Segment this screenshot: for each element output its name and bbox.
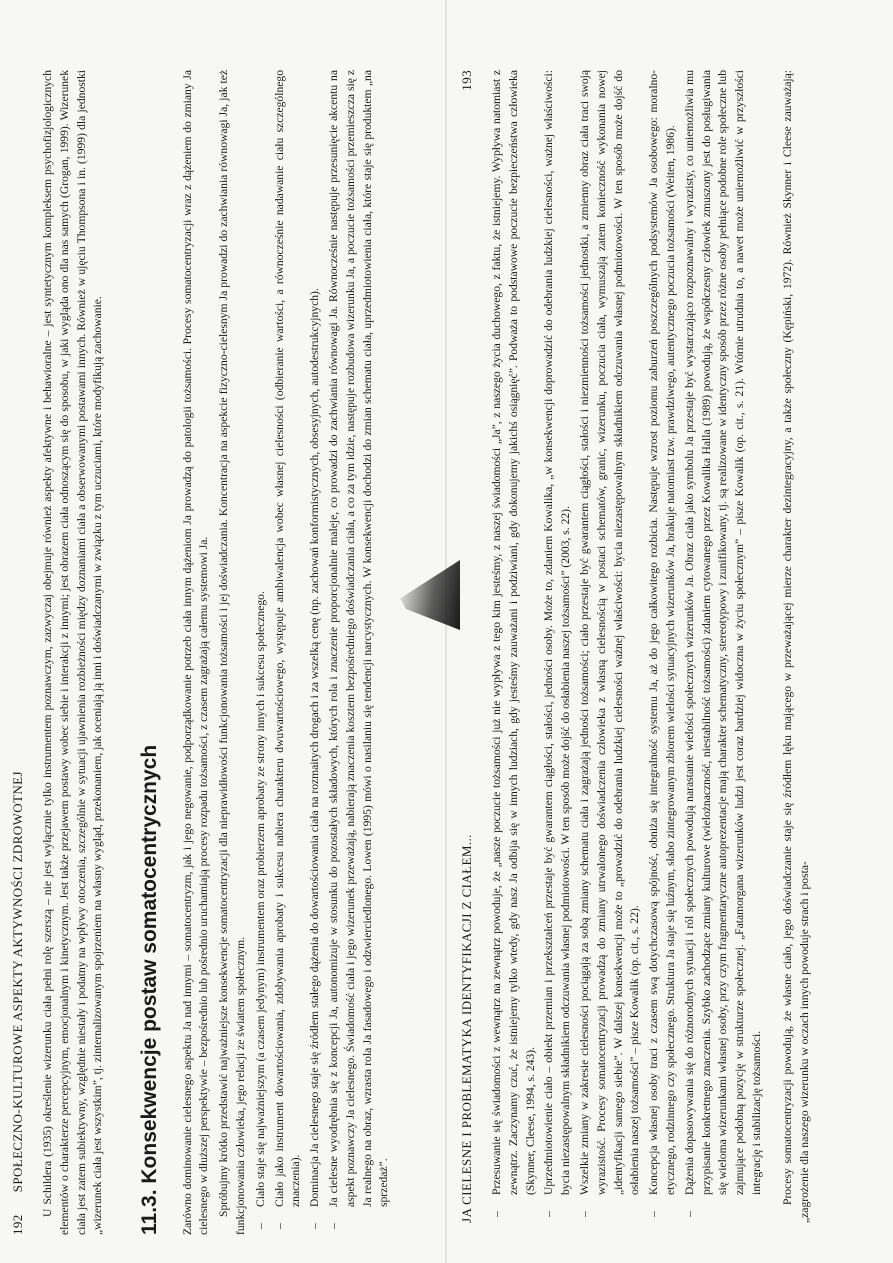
- right-page: [447, 0, 893, 1263]
- left-bullet-list: [253, 70, 393, 1235]
- list-item: – Wszelkie zmiany w zakresie cielesności pociągają za sobą zmiany schematu ciała i zagrażają jedności tożsamości; ciało przestaje być gwarantem ciągłości, stałości i niezmienności tożsamości jednostki, a zmienny obraz ciała traci swoją wyrazistość. Procesy somatocentryzacji prowadzą do zmiany utrwalonego doświadczenia człowieka z własną cielesnością w postaci schematów, granic, wizerunku, poczucia ciała, wymuszają zatem konieczność wykonania nowej „identyfikacji samego siebie”. W dalszej konsekwencji może to „prowadzić do odebrania ludzkiej cielesności ważnej właściwości: bycia niezastępowalnym składnikiem odczuwania własnej podmiotowości. W ten sposób może dojść do osłabienia naszej tożsamości” – pisze Kowalik (op. cit., s. 22).: [577, 70, 644, 1223]
- list-item: – Dominacja Ja cielesnego staje się źródłem stałego dążenia do dowartościowania ciała na rozmaitych drogach i za wszelką cenę (np. zachowań konformistycznych, obsesyjnych, autodestrukcyjnych).: [307, 70, 324, 1235]
- section-paragraph-2: Spróbujmy krótko przedstawić najważniejsze konsekwencje somatocentryzacji dla nieprawidłowości funkcjonowania tożsamości i jej doświadczania. Koncentracja na aspekcie fizyczno-cielesnym Ja prowadzi do zachwiania równowagi Ja, jak też funkcjonowania człowieka, jego relacji ze światem społecznym.: [217, 70, 248, 1235]
- intro-paragraph: U Schildera (1935) określenie wizerunku ciała pełni rolę szerszą – nie jest wyłącznie tylko instrumentem poznawczym, zazwyczaj obejmuje również aspekty afektywne i behawioralne – jest syntetycznym kompleksem psychofizjologicznych elementów o charakterze percepcyjnym, emocjonalnym i kinetycznym. Jest także przejawem postawy wobec siebie i interakcji z innymi; jest obrazem ciała odnoszącym się do sposobu, w jaki wygląda ono dla nas samych (Grogan, 1999). Wizerunek ciała jest zatem subiektywny, względnie niestały i podatny na wpływy otoczenia, szczególnie w sytuacji ujawnienia rozbieżności między doznaniami ciała a obserwowanymi postawami innych. Również w ujęciu Thompsona i in. (1999) dla jednostki „wizerunek ciała jest wszystkim”, tj. zinternalizowanym spojrzeniem na własny wygląd, przekonaniem, jak oceniają ją inni i doświadczanymi w związku z tym uczuciami, które modyfikują zachowanie.: [41, 70, 105, 1235]
- left-page: [0, 0, 446, 1263]
- right-bullet-list: [489, 70, 766, 1223]
- closing-paragraph: Procesy somatocentryzacji powodują, że własne ciało, jego doświadczanie staje się źródłem lęku mającego w przeważającej mierze charakter dezintegracyjny, a także społeczny (Kępiński, 1972). Również Skynner i Cleese zauważają: „zagrożenie dla naszego wizerunku w oczach innych powoduje strach i posta-: [780, 70, 811, 1223]
- right-running-head: [459, 70, 475, 1223]
- left-body: [40, 70, 393, 1235]
- list-item: – Uprzedmiotowienie ciało – obiekt przemian i przekształceń przestaje być gwarantem ciągłości, stałości, jedności osoby. Może to, zdaniem Kowalika, „w konsekwencji doprowadzić do odebrania ludzkiej cielesności, ważnej właściwości: bycia niezastępowalnym składnikiem odczuwania własnej podmiotowości. W ten sposób może dojść do osłabienia naszej tożsamości” (2003, s. 22).: [541, 70, 575, 1223]
- right-page-number: 193: [459, 70, 474, 91]
- list-item: – Ja cielesne wyodrębnia się z koncepcji Ja, autonomizuje w stosunku do pozostałych składowych, których rola i znaczenie proporcjonalnie maleje, co prowadzi do zachwiania równowagi Ja. Równocześnie następuje przesunięcie akcentu na aspekt poznawczy Ja cielesnego. Świadomość ciała i jego wizerunek przeważają, nabierają znaczenia kosztem bezpośredniego doświadczania ciała, a co za tym idzie, następuje rozbudowa wizerunku Ja, a poczucie tożsamości przemieszcza się z Ja realnego na obraz, wzrasta rola Ja fasadowego i odzwierciedlonego. Lowen (1995) mówi o nasilaniu się tendencji narcystycznych. W konsekwencji dochodzi do zmian schematu ciała, uprzedmiotowienia ciała, które staje się produktem „na sprzedaż”.: [326, 70, 393, 1235]
- list-item: – Koncepcja własnej osoby traci z czasem swą dotychczasową spójność, obniża się integralność systemu Ja, aż do jego całkowitego rozbicia. Następuje wzrost poziomu zaburzeń poszczególnych podsystemów Ja osobowego: moralno-etycznego, rodzinnego czy społecznego. Struktura Ja staje się luźnym, słabo zintegrowanym zbiorem wielości sytuacyjnych wizerunków Ja, brakuje natomiast tzw. prawdziwego, autentycznego poczucia tożsamości (Weiten, 1986).: [646, 70, 680, 1223]
- list-item: – Ciało jako instrument dowartościowania, zdobywania aprobaty i sukcesu nabiera charakteru dwuwartościowego, występuje ambiwalencja wobec własnej cielesności (odbieranie wartości, a równocześnie nadawanie ciału szczególnego znaczenia).: [272, 70, 306, 1235]
- list-item: – Ciało staje się najważniejszym (a czasem jedynym) instrumentem oraz probierzem aprobaty ze strony innych i sukcesu społecznego.: [253, 70, 270, 1235]
- section-title: 11.3. Konsekwencje postaw somatocentrycznych: [138, 744, 162, 1235]
- section-paragraph-1: Zarówno dominowanie cielesnego aspektu Ja nad innymi – somatocentryzm, jak i jego negowanie, podporządkowanie potrzeb ciała innym dążeniom Ja prowadzą do patologii tożsamości. Procesy somatocentryzacji wraz z dążeniem do zmiany Ja cielesnego w dłuższej perspektywie – bezpośrednio lub pośrednio uruchamiają procesy rozpadu tożsamości, z czasem zagrażają całemu systemowi Ja.: [180, 70, 211, 1235]
- left-running-head: [10, 70, 26, 1235]
- list-item: – Dążenia dopasowywania się do różnorodnych sytuacji i ról społecznych powodują narastanie wielości społecznych wizerunków Ja. Obraz ciała jako symbolu Ja przestaje być wystarczająco rozpoznawalny i wyrazisty, co uniemożliwia mu przypisanie konkretnego znaczenia. Szybko zachodzące zmiany kulturowe (wielożnaczność, niestabilność tożsamości) zdaniem cytowanego przez Kowalika Halla (1989) powodują, że współczesny człowiek zmuszony jest do posługiwania się wieloma wizerunkami własnej osoby, przy czym fragmentaryczne autoprezentacje mają charakter schematyczny, stereotypowy i zunifikowany, tj. są realizowane w identyczny sposób przez różne osoby pełniące podobne role społeczne lub zajmujące podobną pozycję w strukturze społecznej. „Fatamorgana wizerunków ludzi jest coraz bardziej widoczna w życiu społecznym” – pisze Kowalik (op. cit., s. 21). Wtórnie utrudnia to, a nawet może uniemożliwić w przyszłości integrację i stabilizację tożsamości.: [682, 70, 766, 1223]
- left-running-title: SPOŁECZNO-KULTUROWE ASPEKTY AKTYWNOŚCI ZDROWOTNEJ: [10, 771, 25, 1193]
- right-body: [489, 70, 813, 1223]
- left-page-number: 192: [10, 1214, 25, 1235]
- list-item: – Przesuwanie się świadomości z wewnątrz na zewnątrz powoduje, że „nasze poczucie tożsamości już nie wypływa z tego kim jesteśmy, z naszej świadomości „Ja”, z naszego życia duchowego, z faktu, że istniejemy. Wypływa natomiast z zewnątrz. Zaczynamy czuć, że istniejemy tylko wtedy, gdy nasz Ja odbija się w innych ludziach, gdy jesteśmy zauważani i podziwiani, gdy dokonujemy jakichś osiągnięć”. Podważa to podstawowe poczucie bezpieczeństwa człowieka (Skynner, Cleese, 1994, s. 243).: [489, 70, 539, 1223]
- right-running-title: JA CIELESNE I PROBLEMATYKA IDENTYFIKACJI Z CIAŁEM...: [459, 834, 474, 1223]
